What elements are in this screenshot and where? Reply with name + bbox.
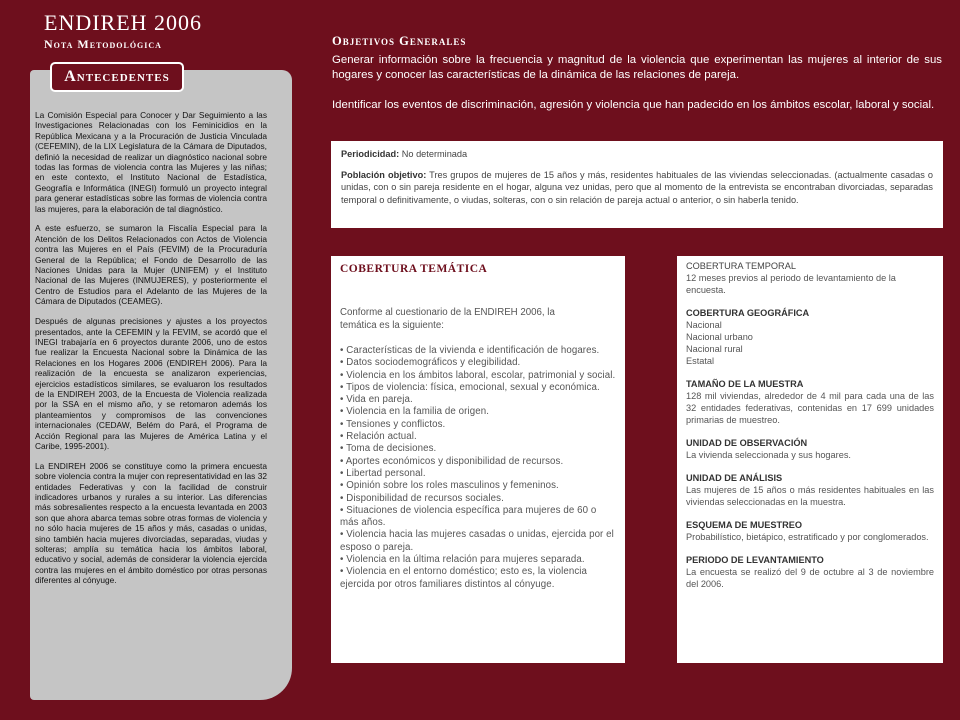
list-item: • Situaciones de violencia específica para mujeres de 60 o más años. bbox=[340, 504, 597, 529]
document-title: ENDIREH 2006 bbox=[44, 10, 203, 35]
list-item: • Toma de decisiones. bbox=[340, 443, 437, 455]
list-item: • Violencia en los ámbitos laboral, escolar, patrimonial y social. bbox=[340, 369, 616, 381]
objetivos-heading: Objetivos Generales bbox=[332, 34, 467, 48]
antecedentes-paragraph: Después de algunas precisiones y ajustes a los proyectos presentados, ante la CEFEMIN y la FEVIM, se acordó que el INEGI trabajaría en 6 proyectos durante 2006, uno de estos fue realizar la Encuesta Nacional sobre la Dinámica de las Relaciones en los Hogares 2006 (ENDIREH 2006). Para la realización de la encuesta se analizaron experiencias, ejercicios estadísticos similares, se evaluaron los resultados de la ENDIREH 2003, de la Encuesta de Violencia realizada por la SSA en el mismo año, y se retomaron además los planteamientos y compromisos de las convenciones internacionales (CEDAW, Belém do Pará, el Programa de Acción Regional para las Mujeres de América Latina y el Caribe, 1995-2001). bbox=[35, 316, 267, 451]
list-item: Nacional rural bbox=[686, 344, 743, 354]
unidad-observacion-section bbox=[686, 437, 934, 461]
cobertura-temporal-text: 12 meses previos al periodo de levantamiento de la encuesta. bbox=[686, 273, 896, 295]
list-item: • Violencia en la última relación para mujeres separada. bbox=[340, 554, 585, 566]
cobertura-geografica-section bbox=[686, 307, 934, 367]
list-item: • Datos sociodemográficos y elegibilidad. bbox=[340, 357, 521, 369]
antecedentes-text bbox=[35, 110, 267, 595]
list-item: • Violencia hacia las mujeres casadas o unidas, ejercida por el esposo o pareja. bbox=[340, 529, 614, 553]
list-item: • Tensiones y conflictos. bbox=[340, 418, 446, 430]
antecedentes-paragraph: La ENDIREH 2006 se constituye como la primera encuesta sobre violencia contra la mujer con representatividad en las 32 entidades Federativas y con la facilidad de construir indicadores urbanos y rurales a su interior. Las diferencias más sobresalientes respecto a la encuesta levantada en 2003 son que ahora abarca temas sobre otras formas de violencia y no sólo hacia mujeres de 15 años y más, casadas o unidas, sino también hacia mujeres divorciadas, separadas, viudas y solteras; amplía su temática hacia los ámbitos laboral, educativo y social, además de considerar la violencia ejercida contra las mujeres en el ámbito doméstico por otras personas diferentes al cónyuge. bbox=[35, 460, 267, 586]
list-item: • Aportes económicos y disponibilidad de recursos. bbox=[340, 455, 564, 467]
unidad-analisis-section bbox=[686, 472, 934, 508]
cobertura-temporal-heading: COBERTURA TEMPORAL bbox=[686, 261, 796, 271]
periodo-levantamiento-heading: PERIODO DE LEVANTAMIENTO bbox=[686, 555, 824, 565]
list-item: Nacional urbano bbox=[686, 332, 753, 342]
list-item: • Opinión sobre los roles masculinos y femeninos. bbox=[340, 480, 559, 492]
antecedentes-paragraph: La Comisión Especial para Conocer y Dar Seguimiento a las Investigaciones Relacionadas con los Feminicidios en la República Mexicana y a la Procuración de Justicia Vinculada (CEFEMIN), de la LIX Legislatura de la Cámara de Diputados, definió la necesidad de realizar un diagnóstico nacional sobre todas las formas de violencia contra las Mujeres y las niñas; en este contexto, el Instituto Nacional de Estadística, Geografía e Informática (INEGI) formuló un proyecto integral para generar estadísticas sobre las formas de violencia contra las mujeres, para la elaboración de tal diagnóstico. bbox=[35, 110, 267, 214]
list-item: • Relación actual. bbox=[340, 431, 417, 443]
cobertura-tematica-heading: COBERTURA TEMÁTICA bbox=[340, 263, 488, 275]
list-item: • Disponibilidad de recursos sociales. bbox=[340, 492, 504, 504]
list-item: • Tipos de violencia: física, emocional, sexual y económica. bbox=[340, 381, 600, 393]
unidad-observacion-text: La vivienda seleccionada y sus hogares. bbox=[686, 450, 851, 460]
objetivos-paragraph: Identificar los eventos de discriminación, agresión y violencia que han padecido en los ámbitos escolar, laboral y social. bbox=[332, 99, 935, 111]
unidad-analisis-heading: UNIDAD DE ANÁLISIS bbox=[686, 473, 783, 483]
unidad-observacion-heading: UNIDAD DE OBSERVACIÓN bbox=[686, 438, 808, 448]
periodicidad-line bbox=[341, 148, 933, 160]
cobertura-geografica-heading: COBERTURA GEOGRÁFICA bbox=[686, 308, 810, 318]
cobertura-tematica-box bbox=[331, 256, 625, 663]
list-item: Nacional bbox=[686, 320, 722, 330]
esquema-muestreo-section bbox=[686, 519, 934, 543]
tematica-list bbox=[340, 345, 616, 591]
list-item: • Violencia en el entorno doméstico; esto es, la violencia ejercida por otros familiares distintos al cónyuge. bbox=[340, 566, 588, 590]
list-item: • Libertad personal. bbox=[340, 467, 426, 479]
esquema-muestreo-text: Probabilístico, bietápico, estratificado y por conglomerados. bbox=[686, 532, 929, 542]
periodo-levantamiento-text: La encuesta se realizó del 9 de octubre al 3 de noviembre del 2006. bbox=[686, 567, 934, 589]
esquema-muestreo-heading: ESQUEMA DE MUESTREO bbox=[686, 520, 803, 530]
antecedentes-paragraph: A este esfuerzo, se sumaron la Fiscalía Especial para la Atención de los Delitos Relacionados con Actos de Violencia contra las Mujeres en el País (FEVIM) de la Procuraduría General de la República; el Fondo de Desarrollo de las Naciones Unidas para la Mujer (UNIFEM) y el Instituto Nacional de las Mujeres (INMUJERES), y posteriormente el Centro de Estudios para el Adelanto de las Mujeres de la Cámara de Diputados (CEAMEG). bbox=[35, 223, 267, 307]
list-item: • Características de la vivienda e identificación de hogares. bbox=[340, 345, 600, 356]
antecedentes-heading: Antecedentes bbox=[50, 62, 184, 92]
list-item: • Vida en pareja. bbox=[340, 394, 413, 406]
periodo-levantamiento-section bbox=[686, 554, 934, 590]
periodicidad-box bbox=[331, 141, 943, 228]
unidad-analisis-text: Las mujeres de 15 años o más residentes habituales en las viviendas seleccionadas en la muestra. bbox=[686, 485, 934, 507]
periodicidad-value: No determinada bbox=[401, 149, 468, 159]
tamano-muestra-heading: TAMAÑO DE LA MUESTRA bbox=[686, 379, 804, 389]
cobertura-temporal-section bbox=[686, 260, 934, 296]
tamano-muestra-section bbox=[686, 378, 934, 426]
poblacion-objetivo bbox=[341, 169, 933, 206]
list-item: • Violencia en la familia de origen. bbox=[340, 406, 489, 418]
tamano-muestra-text: 128 mil viviendas, alrededor de 4 mil para cada una de las 32 entidades federativas, contenidas en 17 699 unidades primarias de muestreo. bbox=[686, 391, 934, 425]
cobertura-tematica-intro: Conforme al cuestionario de la ENDIREH 2006, la temática es la siguiente: bbox=[340, 307, 555, 331]
document-subtitle: Nota Metodológica bbox=[44, 37, 162, 51]
poblacion-value: Tres grupos de mujeres de 15 años y más, residentes habituales de las viviendas seleccionadas. (actualmente casadas o unidas, con o sin pareja residente en el hogar, alguna vez unidas, pero que al momento de la entrevista se encontraban divorciadas, separadas temporal o definitivamente, o viudas, solteras, con o sin relación de pareja actual o anterior, o sin haberla tenido. bbox=[341, 170, 934, 205]
periodicidad-label: Periodicidad: bbox=[341, 149, 400, 159]
cobertura-box bbox=[677, 256, 943, 663]
objetivos-paragraph: Generar información sobre la frecuencia y magnitud de la violencia que experimentan las mujeres al interior de sus hogares y conocer las características de la dinámica de las relaciones de pareja. bbox=[332, 54, 942, 81]
list-item: Estatal bbox=[686, 356, 715, 366]
poblacion-label: Población objetivo: bbox=[341, 170, 427, 181]
